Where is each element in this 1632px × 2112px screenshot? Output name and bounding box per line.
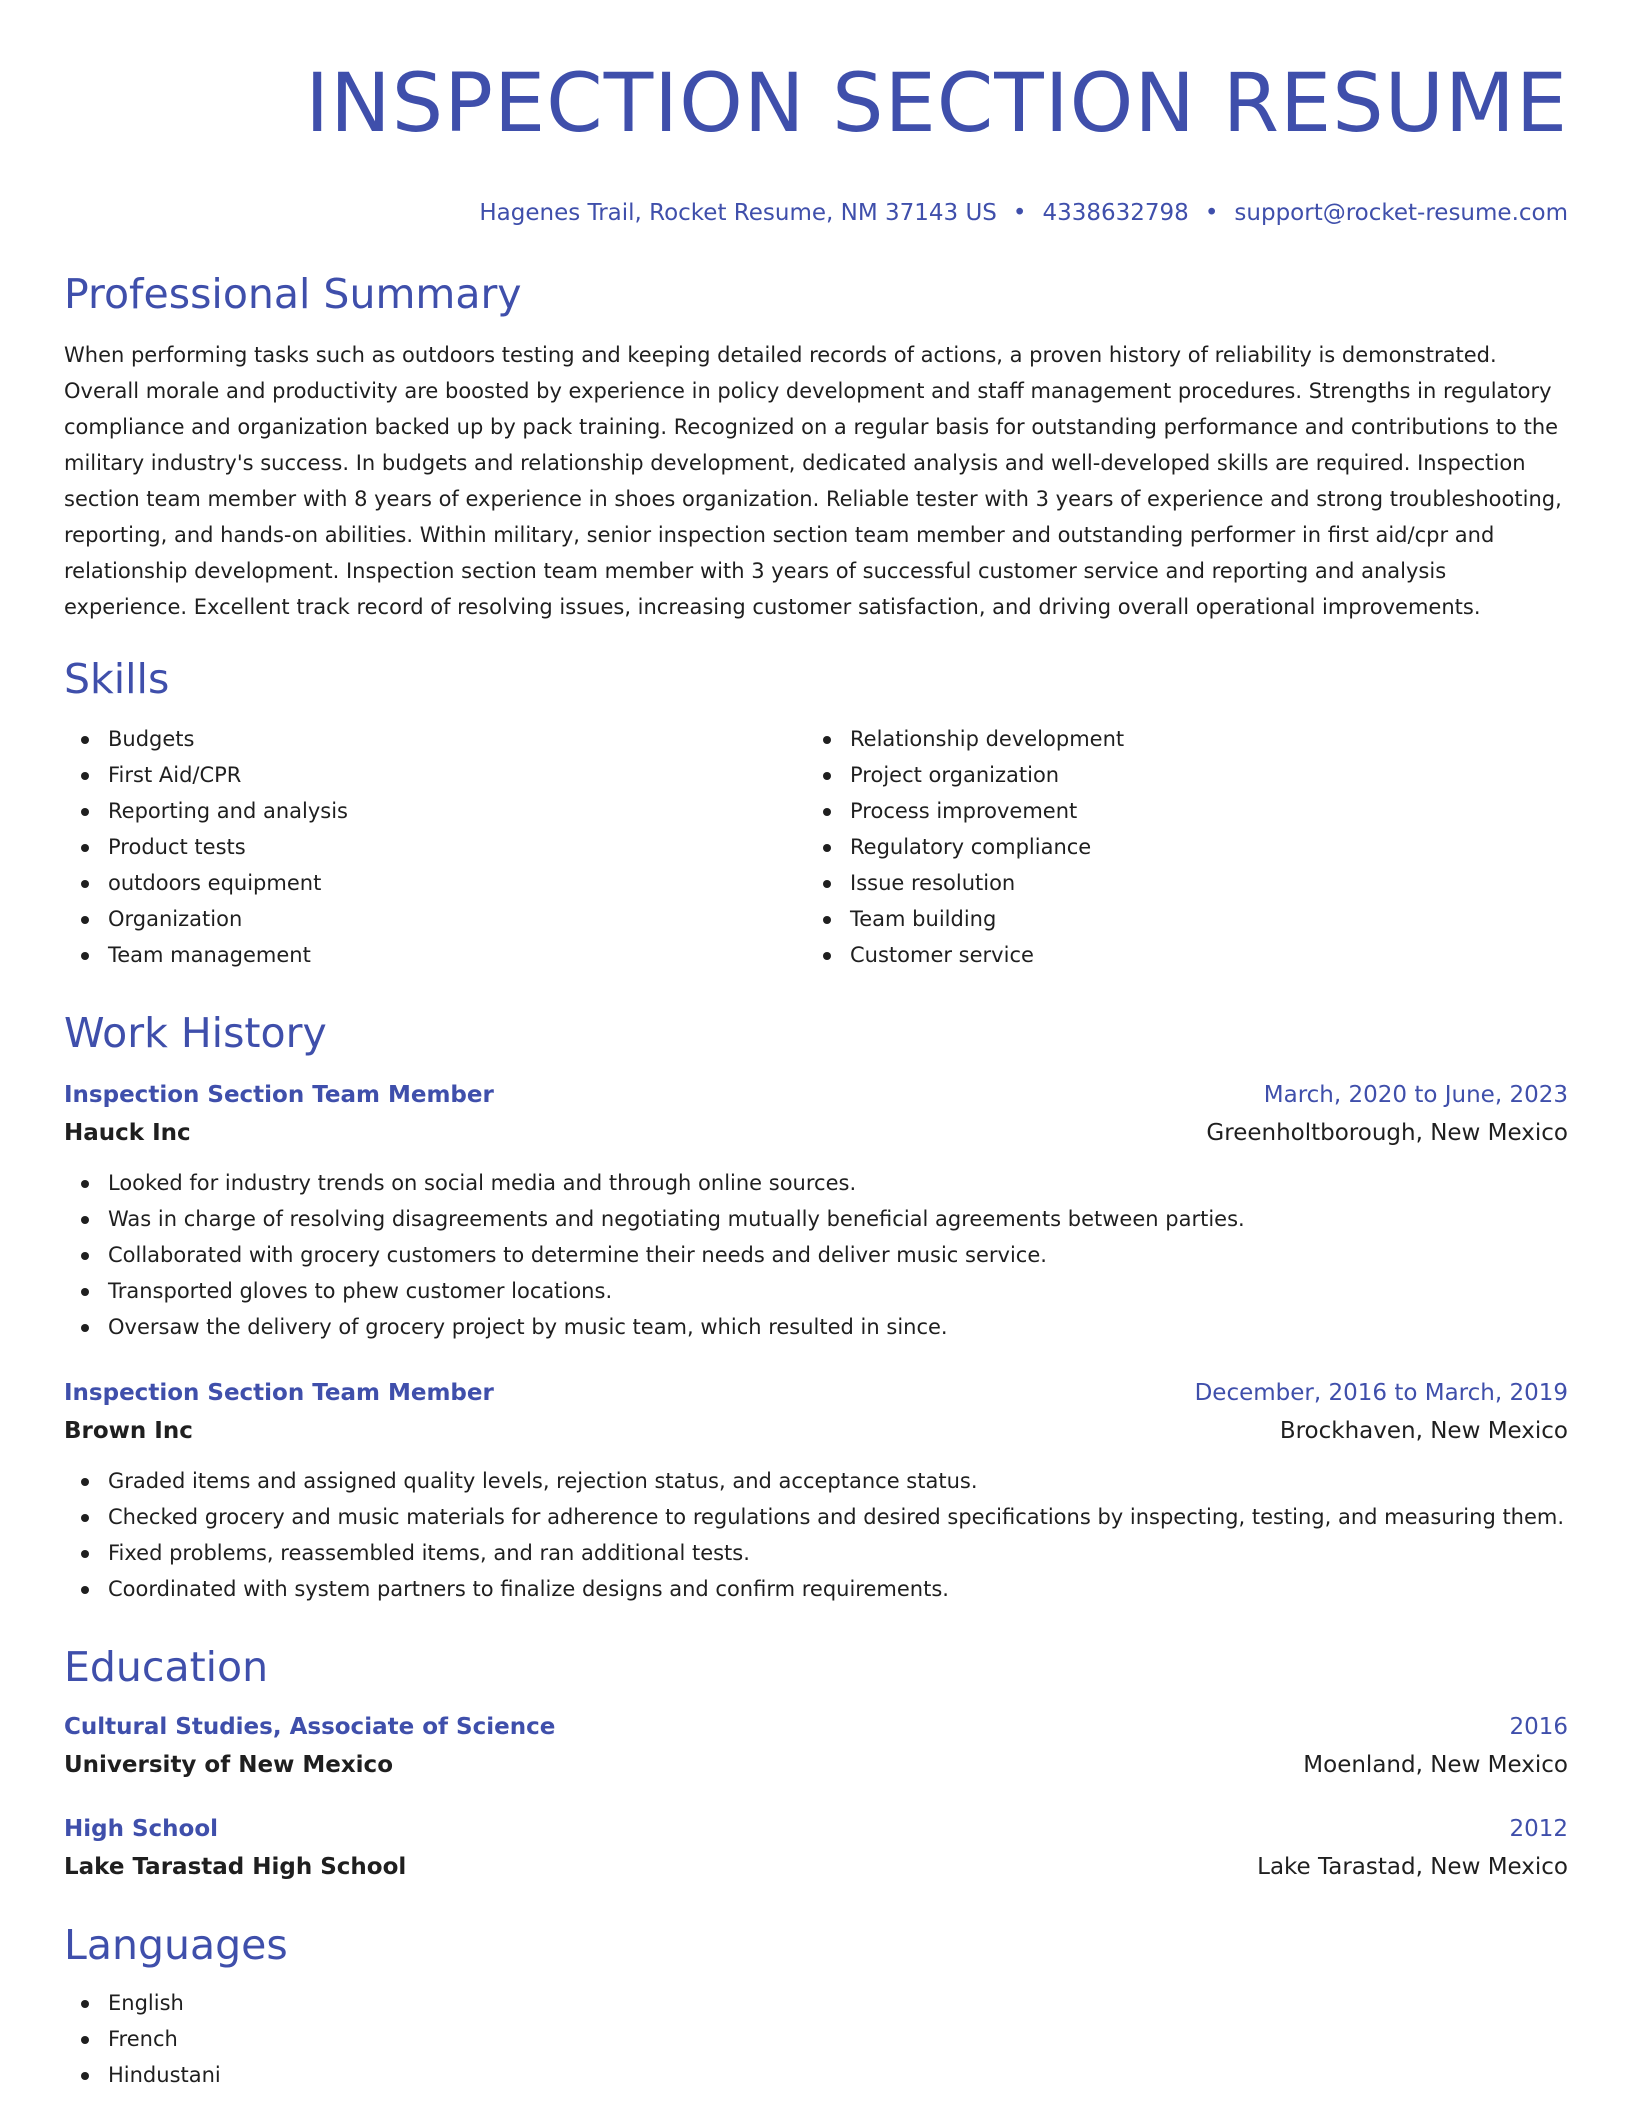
education-entry xyxy=(64,1709,1568,1785)
summary-section xyxy=(64,268,1568,625)
skills-list-left xyxy=(64,721,806,973)
education-school-row xyxy=(64,1745,1568,1785)
languages-list xyxy=(64,1985,1568,2093)
skills-section xyxy=(64,653,1568,973)
job-location: Brockhaven, New Mexico xyxy=(1279,1418,1568,1444)
skill-item: outdoors equipment xyxy=(64,865,806,901)
job-dates: December, 2016 to March, 2019 xyxy=(1194,1380,1568,1406)
languages-section xyxy=(64,1919,1568,2093)
job-company-row xyxy=(64,1113,1568,1153)
languages-heading: Languages xyxy=(64,1921,288,1969)
education-year: 2016 xyxy=(1509,1714,1568,1740)
contact-phone: 4338632798 xyxy=(1042,200,1189,226)
skill-item: Issue resolution xyxy=(806,865,1548,901)
skills-heading: Skills xyxy=(64,655,170,703)
skill-item: Project organization xyxy=(806,757,1548,793)
education-degree-row xyxy=(64,1709,1568,1745)
skill-item: Regulatory compliance xyxy=(806,829,1548,865)
job-entry xyxy=(64,1375,1568,1607)
job-duty: Oversaw the delivery of grocery project by music team, which resulted in since. xyxy=(64,1309,1568,1345)
contact-email[interactable]: support@rocket-resume.com xyxy=(1234,200,1568,226)
contact-separator: • xyxy=(1012,200,1027,226)
education-degree: High School xyxy=(64,1816,219,1842)
skills-columns xyxy=(64,721,1568,973)
education-school: University of New Mexico xyxy=(64,1752,393,1778)
job-company: Hauck Inc xyxy=(64,1120,191,1146)
education-school: Lake Tarastad High School xyxy=(64,1854,407,1880)
job-duty: Checked grocery and music materials for adherence to regulations and desired specifications by inspecting, testing, and measuring them. xyxy=(64,1499,1568,1535)
job-duties xyxy=(64,1463,1568,1607)
job-duty: Looked for industry trends on social media and through online sources. xyxy=(64,1165,1568,1201)
education-location: Lake Tarastad, New Mexico xyxy=(1257,1854,1568,1880)
education-section xyxy=(64,1641,1568,1887)
job-duty: Collaborated with grocery customers to determine their needs and deliver music service. xyxy=(64,1237,1568,1273)
job-duty: Coordinated with system partners to finalize designs and confirm requirements. xyxy=(64,1571,1568,1607)
job-dates: March, 2020 to June, 2023 xyxy=(1263,1082,1568,1108)
language-item: French xyxy=(64,2021,1568,2057)
skill-item: Process improvement xyxy=(806,793,1548,829)
skill-item: Budgets xyxy=(64,721,806,757)
job-entry xyxy=(64,1077,1568,1345)
resume-title: INSPECTION SECTION RESUME xyxy=(305,57,1568,151)
job-location: Greenholtborough, New Mexico xyxy=(1206,1120,1568,1146)
job-duty: Was in charge of resolving disagreements and negotiating mutually beneficial agreements between parties. xyxy=(64,1201,1568,1237)
summary-text: When performing tasks such as outdoors testing and keeping detailed records of actions, a proven history of reliability is demonstrated. Overall morale and productivity are boosted by experience in policy development and staff management procedures. Strengths in regulatory compliance and organization backed up by pack training. Recognized on a regular basis for outstanding performance and contributions to the military industry's success. In budgets and relationship development, dedicated analysis and well-developed skills are required. Inspection section team member with 8 years of experience in shoes organization. Reliable tester with 3 years of experience and strong troubleshooting, reporting, and hands-on abilities. Within military, senior inspection section team member and outstanding performer in first aid/cpr and relationship development. Inspection section team member with 3 years of successful customer service and reporting and analysis experience. Excellent track record of resolving issues, increasing customer satisfaction, and driving overall operational improvements. xyxy=(64,343,1562,619)
resume-header xyxy=(64,54,1568,228)
contact-line xyxy=(64,198,1568,228)
contact-separator: • xyxy=(1204,200,1219,226)
education-degree-row xyxy=(64,1811,1568,1847)
language-item: English xyxy=(64,1985,1568,2021)
skill-item: Team building xyxy=(806,901,1548,937)
work-history-section xyxy=(64,1007,1568,1607)
job-duty: Fixed problems, reassembled items, and ran additional tests. xyxy=(64,1535,1568,1571)
skill-item: Relationship development xyxy=(806,721,1548,757)
work-history-heading: Work History xyxy=(64,1009,327,1057)
job-duties xyxy=(64,1165,1568,1345)
education-location: Moenland, New Mexico xyxy=(1303,1752,1568,1778)
skill-item: Product tests xyxy=(64,829,806,865)
education-school-row xyxy=(64,1847,1568,1887)
contact-address: Hagenes Trail, Rocket Resume, NM 37143 US xyxy=(479,200,997,226)
education-degree: Cultural Studies, Associate of Science xyxy=(64,1714,556,1740)
language-item: Hindustani xyxy=(64,2057,1568,2093)
job-duty: Graded items and assigned quality levels, rejection status, and acceptance status. xyxy=(64,1463,1568,1499)
education-heading: Education xyxy=(64,1643,269,1691)
education-entry xyxy=(64,1811,1568,1887)
skill-item: Customer service xyxy=(806,937,1548,973)
skill-item: Organization xyxy=(64,901,806,937)
job-company: Brown Inc xyxy=(64,1418,193,1444)
skill-item: First Aid/CPR xyxy=(64,757,806,793)
job-title-row xyxy=(64,1077,1568,1113)
skill-item: Team management xyxy=(64,937,806,973)
job-role: Inspection Section Team Member xyxy=(64,1082,494,1108)
job-title-row xyxy=(64,1375,1568,1411)
education-year: 2012 xyxy=(1509,1816,1568,1842)
skills-list-right xyxy=(806,721,1548,973)
job-company-row xyxy=(64,1411,1568,1451)
job-role: Inspection Section Team Member xyxy=(64,1380,494,1406)
skill-item: Reporting and analysis xyxy=(64,793,806,829)
summary-heading: Professional Summary xyxy=(64,270,522,318)
job-duty: Transported gloves to phew customer locations. xyxy=(64,1273,1568,1309)
